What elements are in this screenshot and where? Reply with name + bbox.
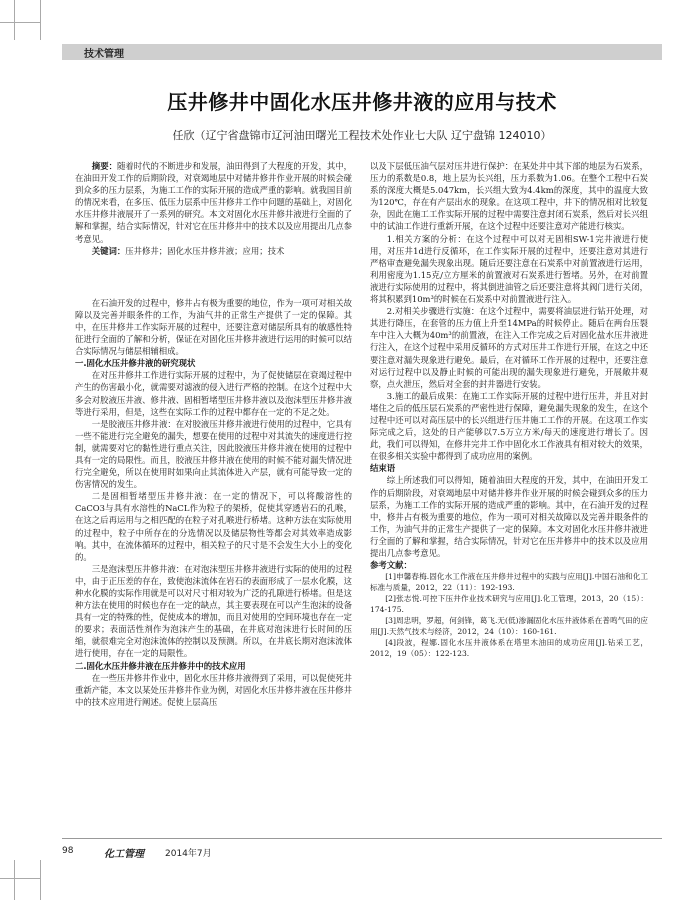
paragraph: 1.相关方案的分析：在这个过程中可以对无固相SW-1完井液进行使用，对压井1d进行反循环，在工作实际开展的过程中，还要注意对其进行严格审查避免漏失现象出现。随后还要注意在石炭系中对前置液进行运用，利用密度为1.15克/立方厘米的前置液对石炭系进行暂堵。另外，在对前置液进行实际使用的过程中，将其倒进油管之后还要注意将其阀门进行关闭，将其积累到10m³的时候在石炭系中对前置液进行注入。: [370, 233, 648, 305]
journal-name: 化工管理: [104, 849, 144, 860]
paragraph: 在对压井修井工作进行实际开展的过程中，为了促使储层在衰竭过程中产生的伤害最小化，就需要对滤液的侵入进行严格的控制。在这个过程中大多会对胶液压井液、修井液、固相暂堵型压井修井液以及泡沫型压井修井液等进行采用，但是，这些在实际工作的过程中都存在一定的不足之处。: [75, 370, 352, 417]
intro-paragraph: 在石油开发的过程中，修井占有极为重要的地位，作为一项可对相关故障以及完善并眼条件的工作，为油气井的正常生产提供了一定的保障。其中，在压井修井工作实际开展的过程中，还要注意对储层所具有的敏感性特征进行全面的了解和分析，保证在对固化压井修井液进行运用的时候可以结合实际情况与储层相辅相成。: [75, 297, 352, 357]
footer-rule: [62, 838, 662, 839]
reference-item: [2]张志悦.可控下压井作业技术研究与应用[J].化工管理，2013，20（15）：174-175.: [370, 594, 648, 615]
author-affiliation: 任欣（辽宁省盘锦市辽河油田曙光工程技术处作业七大队 辽宁盘锦 124010）: [172, 129, 552, 142]
section-heading-2: 二.固化水压井修井液在压井修井中的技术应用: [75, 660, 246, 671]
keywords-label: 关键词：: [91, 245, 126, 256]
crop-mark: [14, 0, 15, 40]
paragraph: 三是泡沫型压井修井液：在对泡沫型压井修井液进行实际的使用的过程中，由于正压差的存在，致使泡沫流体在岩石的表面形成了一层水化膜，这种水化膜的实际作用就是可以对尺寸相对较为广泛的孔隙进行桥堵。但是这种方法在使用的时候也存在一定的缺点，其主要表现在可以产生泡沫的设备具有一定的特殊的性，促使成本的增加，而且对使用的空间环境也存在一定的要求；表面活性剂作为泡沫产生的基础，在井底对泡沫进行长时间的压缩，就很难完全对泡沫流体的控制以及预测。所以，在井底长期对泡沫流体进行使用，存在一定的局限性。: [75, 563, 352, 659]
left-column: [75, 160, 352, 708]
paragraph: 2.对相关步骤进行实施：在这个过程中，需要将油层进行钻开处理，对其进行降压，在套管的压力值上升至14MPa的时候停止。随后在两台压裂车中注入大概为40m³的前置液，在注入工作完成之后对固化盐水压井液进行注入，在这个过程中采用反循环的方式对压井工作进行开展，在这之中还要注意对漏失现象进行避免。最后，在对循环工作开展的过程中，还要注意对运行过程中以及静止时候的可能出现的漏失现象进行避免，开展敞井观察，点火泄压，然后对全套的封井器进行安装。: [370, 306, 648, 389]
crop-mark: [14, 860, 15, 900]
abstract-label: 摘要：: [91, 161, 117, 171]
references-heading: 参考文献：: [370, 560, 412, 571]
section-tag-bar: [62, 44, 662, 60]
right-column: [370, 160, 648, 659]
section-tag: 技术管理: [84, 49, 124, 60]
crop-mark: [0, 22, 40, 23]
paragraph: 二是固相暂堵型压井修井液：在一定的情况下，可以将酸溶性的CaCO3与具有水溶性的NaCL作为粒子的架桥，促使其穿透岩石的孔喉，在这之后再运用与之相匹配的在粒子对孔喉进行桥堵。这种方法在实际使用的过程中，粒子中所存在的分选情况以及储层物性等都会对其效率造成影响。其中，在流体循环的过程中，相关粒子的尺寸是不会发生大小上的变化的。: [75, 491, 352, 562]
abstract-text: 随着时代的不断进步和发展，油田得到了大程度的开发，其中，在油田开发工作的后期阶段，对衰竭地层中对储井修井作业开展的时候会碰到众多的压力层系，为施工工作的实际开展的造成严重的影响。就我国目前的情况来看，在多压、低压力层系中压井修井工作中问题的基础上，对固化水压井修井液展开了一系列的研究。本文对固化水压井修井液进行全面的了解和掌握，结合实际情况，针对它在压井修井中的技术以及应用提出几点参考意见。: [75, 161, 353, 244]
conclusion-heading: 结束语: [370, 463, 396, 474]
page-number: 98: [62, 846, 74, 856]
references-list: [370, 571, 648, 659]
reference-item: [4]段波，程娜.固化水压井液体系在塔里木油田的成功应用[J].钻采工艺，2012，19（05）：122-123.: [370, 638, 648, 659]
crop-mark: [0, 878, 40, 879]
conclusion-paragraph: 综上所述我们可以得知，随着油田大程度的开发，其中，在油田开发工作的后期阶段，对衰竭地层中对储井修井作业开展的时候会碰到众多的压力层系，为施工工作的实际开展的造成严重的影响。其中，在石油开发的过程中，修井占有极为重要的地位，作为一项可对相关故障以及完善并眼条件的工作，为油气井的正常生产提供了一定的保障。本文对固化水压井修井液进行全面的了解和掌握，结合实际情况，针对它在压井修井中的技术以及应用提出几点参考意见。: [370, 475, 648, 558]
paragraph: 以及下层低压油气层对压井进行保护：在某处井中其下部的地层为石炭系，压力的系数是0.8，地上层为长兴组，压力系数为1.06。在整个工程中石炭系的深度大概是5.047km，长兴组大致为4.4km的深度，其中的温度大致为120℃，存在有产层出水的现象。在这项工程中，井下的情况相对比较复杂，因此在施工工作实际开展的过程中需要注意封闭石炭系，然后对长兴组中的试油工作进行重新开展，在这个过程中还要注意对产能进行核实。: [370, 161, 648, 232]
paragraph: 一是胶液压井修井液：在对胶液压井修井液进行使用的过程中，它具有一些不能进行完全避免的漏失，想要在使用的过程中对其流失的速度进行控制，就需要对它的黏性进行重点关注，因此胶液压井修井液在使用的过程中具有一定的局限性。而且，胶液压井修井液在使用的时候不能对漏失情况进行完全避免，所以在使用时如果向止其流体进入产层，就有可能导致一定的伤害情况的发生。: [75, 418, 352, 490]
crop-mark: [40, 0, 41, 40]
abstract: [75, 160, 352, 257]
article-title: 压井修井中固化水压井修井液的应用与技术: [167, 90, 557, 114]
reference-item: [3]周忠明，罗超，何剑锋，葛飞.无(低)渗漏固化水压井液体系在普鸣气田的应用[J].天然气技术与经济，2012，24（10）：160-161.: [370, 616, 648, 637]
section-heading-1: 一.固化水压井修井液的研究现状: [75, 358, 196, 369]
paragraph: 在一些压井修井作业中，固化水压井修井液得到了采用，可以促使死井重新产能，本文以某处压井修井作业为例，对固化水压井修井液在压井修井中的技术应用进行阐述。促使上层高压: [75, 672, 352, 707]
reference-item: [1]申馨春梅.固化水工作液在压井修井过程中的实践与应用[J].中国石油和化工标准与质量，2012，22（11）：192-193.: [370, 572, 648, 593]
issue-date: 2014年7月: [165, 849, 212, 859]
keywords-text: 压井修井；固化水压井修井液；应用；技术: [125, 245, 285, 256]
paragraph: 3.施工的最后成果：在施工工作实际开展的过程中进行压井，并且对封堵住之后的低压层石炭系的严密性进行保障，避免漏失现象的发生，在这个过程中还可以对高压层中的长兴组进行压井施工工作的开展。在这项工作实际完成之后，这处的日产能够以7.5万立方米/每天的速度进行增长了。因此，我们可以得知，在修井完井工作中固化水工作液具有相对较大的效果，在很多相关实验中都得到了成功应用的案例。: [370, 390, 648, 462]
crop-mark: [40, 860, 41, 900]
